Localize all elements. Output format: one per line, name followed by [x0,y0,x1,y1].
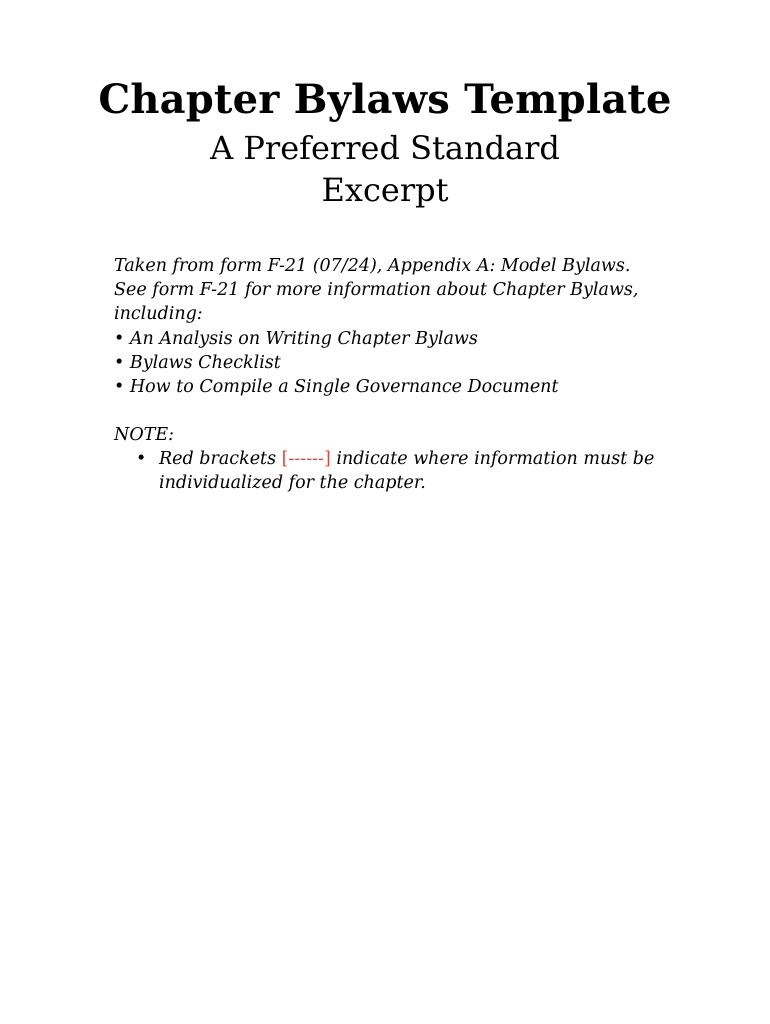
note-text-start: Red brackets [159,449,282,469]
note-text-line2: individualized for the chapter. [159,473,426,494]
list-item: • An Analysis on Writing Chapter Bylaws [114,328,478,349]
list-item: • How to Compile a Single Governance Document [114,377,559,398]
list-item: • Bylaws Checklist [114,352,281,373]
document-subtitle: A Preferred Standard [210,129,560,167]
red-bracket-marker: [------] [281,449,331,469]
document-title: Chapter Bylaws Template [98,76,672,123]
bullet-icon: • [136,449,147,469]
document-subtitle-excerpt: Excerpt [321,171,449,209]
note-label: NOTE: [114,425,175,445]
intro-paragraph [114,254,674,399]
intro-line: Taken from form F-21 (07/24), Appendix A: Model Bylaws. [114,256,631,276]
note-text [159,447,659,495]
intro-line: including: [114,304,203,325]
intro-line: See form F-21 for more information about Chapter Bylaws, [114,280,639,301]
note-text-continued: indicate where information must be [330,449,655,469]
